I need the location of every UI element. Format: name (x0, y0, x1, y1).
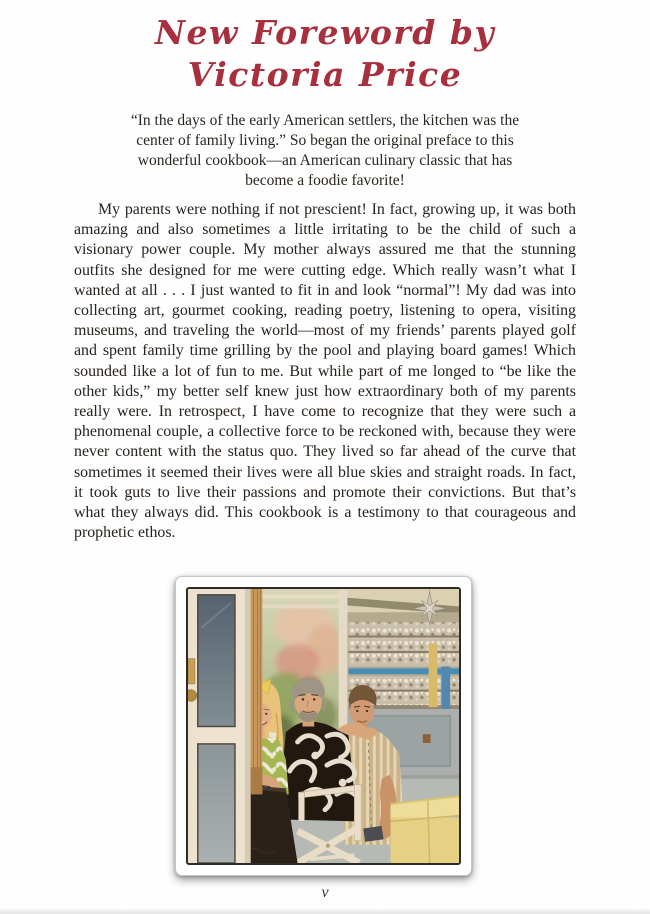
foreword-paragraph: My parents were nothing if not prescient! In fact, growing up, it was both amazing and also sometimes a little irritating to be the child of such a visionary power couple. My mother always assured me that the stunning outfits she designed for me were cutting edge. Which really wasn’t what I wanted at all . . . I just wanted to fit in and look “normal”! My dad was into collecting art, gourmet cooking, reading poetry, listening to opera, visiting museums, and traveling the world—most of my friends’ parents played golf and spent family time grilling by the pool and playing board games! Which sounded like a lot of fun to me. But while part of me longed to “be like the other kids,” my better self knew just how extraordinary both of my parents really were. In retrospect, I have come to recognize that they were such a phenomenal couple, a collective force to be reckoned with, because they were never content with the status quo. They lived so far ahead of the curve that sometimes it seemed their lives were all blue skies and straight roads. In fact, it took guts to live their passions and promote their convictions. But that’s what they always did. This cookbook is a testimony to that courageous and prophetic ethos. (74, 201, 576, 542)
title-line-2: Victoria Price (187, 55, 463, 94)
page-number: v (321, 884, 329, 901)
epigraph-line: center of family living.” So began the original preface to this (136, 132, 514, 149)
page-title (0, 0, 650, 96)
photo-tint (188, 589, 459, 863)
photo-frame (175, 576, 472, 876)
epigraph-line: become a foodie favorite! (245, 172, 405, 189)
epigraph-line: “In the days of the early American settlers, the kitchen was the (130, 112, 520, 129)
epigraph-line: wonderful cookbook—an American culinary classic that has (137, 152, 513, 169)
family-photo (186, 587, 461, 865)
title-line-1: New Foreword by (154, 13, 496, 52)
epigraph (0, 111, 650, 191)
